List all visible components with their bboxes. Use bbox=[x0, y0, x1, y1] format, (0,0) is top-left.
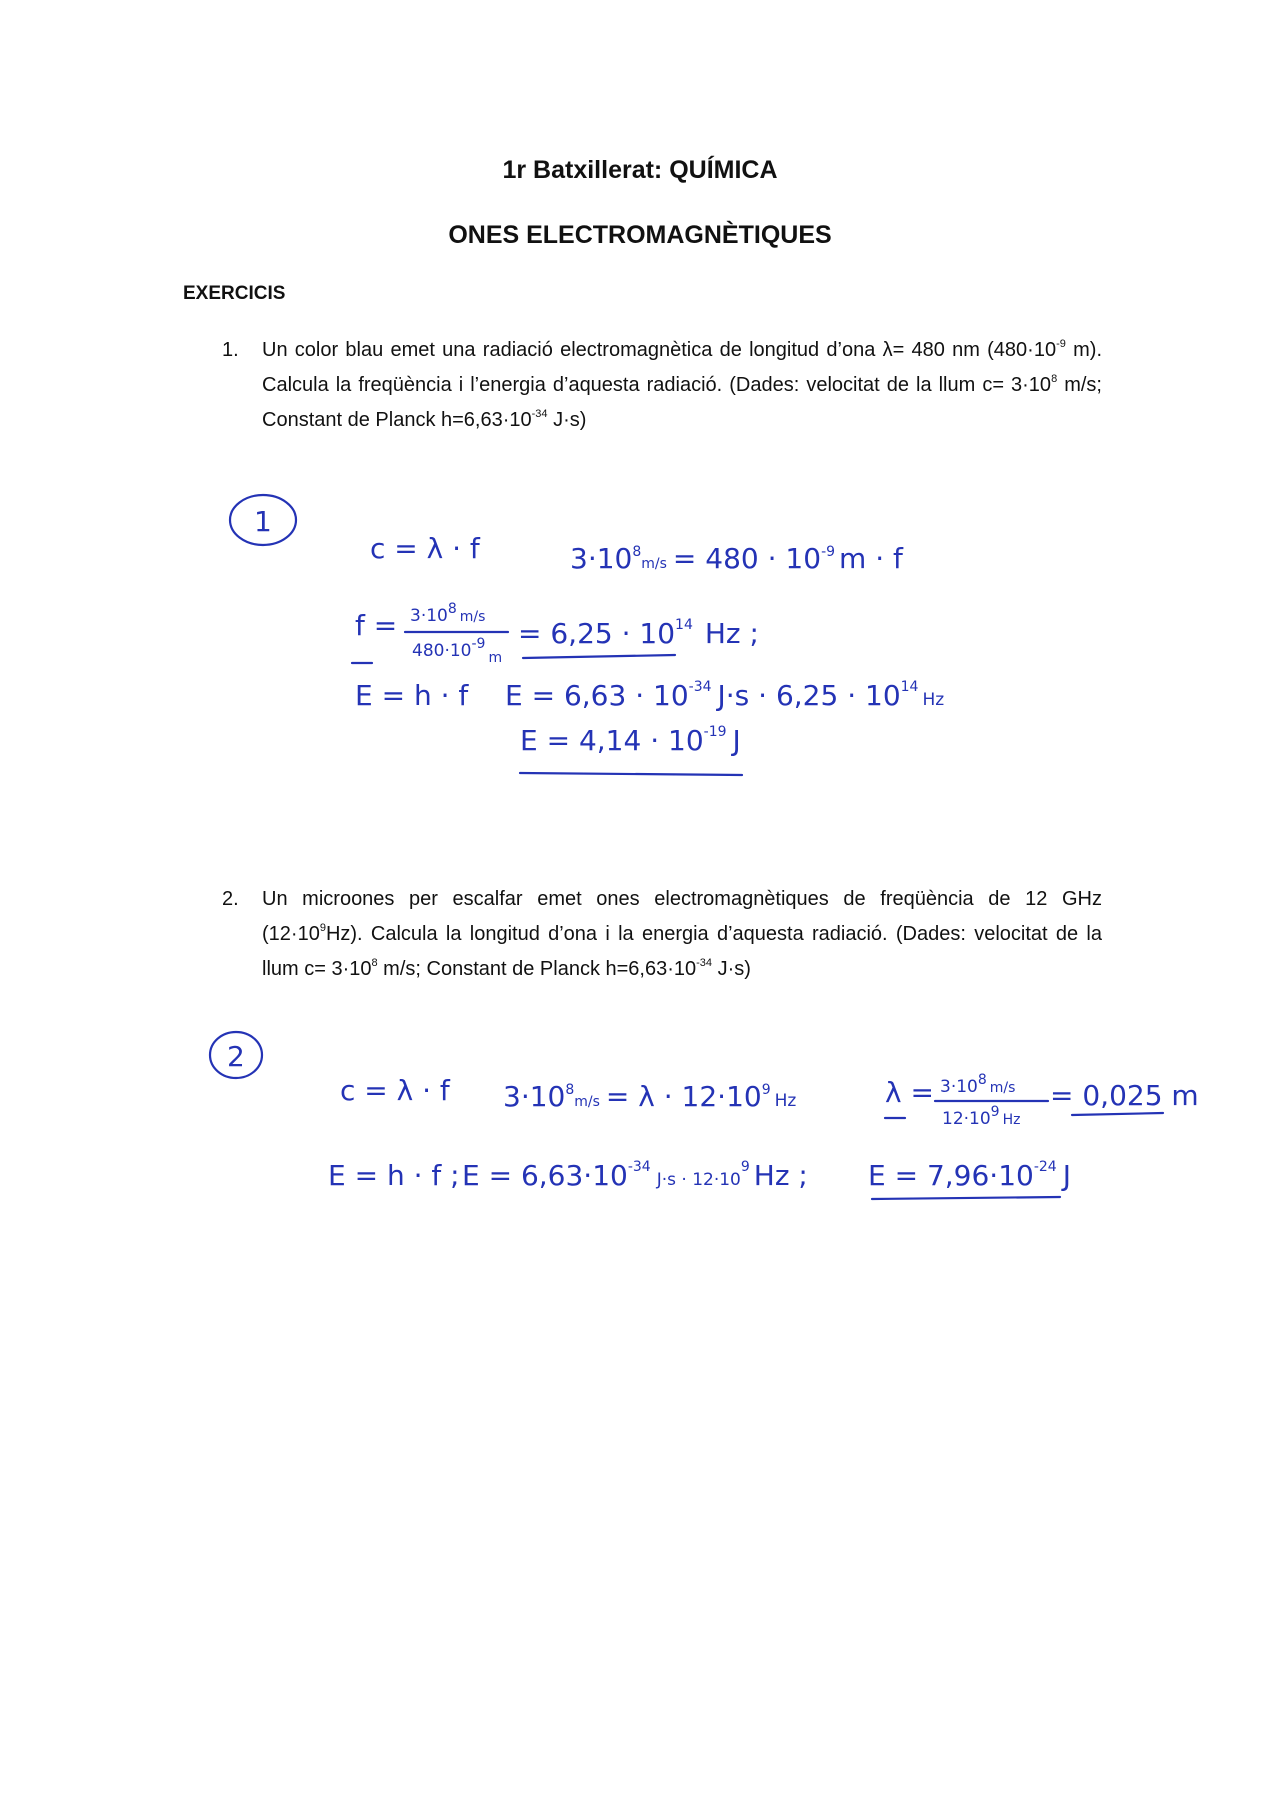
solution-badge: 1 bbox=[254, 505, 272, 538]
exercise-number: 2. bbox=[222, 888, 239, 910]
solution-2 bbox=[210, 1032, 1199, 1199]
result-underline bbox=[523, 655, 675, 658]
fraction-denominator: $12\cdot 10^9$ $_{Hz}$ bbox=[942, 1104, 1021, 1129]
substitution-line: $3\cdot 10^8_{m/s} = 480 \cdot 10^{-9}$ m · f bbox=[570, 542, 903, 575]
energy-result: $E = 4,14 \cdot 10^{-19}$ J bbox=[520, 724, 741, 757]
exercise-statement: Un color blau emet una radiació electromagnètica de longitud d’ona λ= 480 nm ($480\cdot 10^{-9}$ m). Calcula la freqüència i l’energia d’aquesta radiació. (Dades: velocitat de la llum $c= 3\cdot 10^8$ m/s; Constant de Planck $h=6,63\cdot 10^{-34}$ J·s) bbox=[262, 338, 1102, 431]
result-underline bbox=[1072, 1113, 1163, 1115]
energy-formula: E = h · f ; bbox=[328, 1159, 460, 1192]
exercise-number: 1. bbox=[222, 339, 239, 361]
wavelength-result: = 0,025 m bbox=[1050, 1079, 1199, 1112]
energy-formula: E = h · f bbox=[355, 679, 469, 712]
exercise-statement: Un microones per escalfar emet ones electromagnètiques de freqüència de 12 GHz $(12\cdot 10^9Hz)$. Calcula la longitud d’ona i la energia d’aquesta radiació. (Dades: velocitat de la llum $c= 3\cdot 10^8$ m/s; Constant de Planck $h=6,63\cdot 10^{-34}$ J·s) bbox=[262, 888, 1102, 980]
topic-title: ONES ELECTROMAGNÈTIQUES bbox=[448, 221, 832, 249]
solution-1 bbox=[230, 495, 944, 775]
frequency-result: = $6,25 \cdot 10^{14}$ Hz ; bbox=[518, 617, 759, 650]
fraction-numerator: $3\cdot 10^8$ $_{m/s}$ bbox=[410, 601, 486, 626]
energy-substitution: $E = 6,63\cdot 10^{-34}_{J\cdot s \cdot 12\cdot 10}^9$ Hz ; bbox=[462, 1159, 808, 1192]
fraction-denominator: $480\cdot 10^{-9}_m$ bbox=[412, 636, 503, 666]
course-title: 1r Batxillerat: QUÍMICA bbox=[502, 156, 778, 184]
energy-result: $E = 7,96\cdot 10^{-24}$ J bbox=[868, 1159, 1071, 1192]
frequency-lhs: f = bbox=[355, 609, 398, 642]
energy-substitution: $E = 6,63 \cdot 10^{-34}$ $J\cdot s \cdot 6,25 \cdot 10^{14}_{Hz}$ bbox=[505, 679, 945, 712]
solution-badge: 2 bbox=[227, 1040, 245, 1073]
formula-wave-speed: c = λ · f bbox=[370, 532, 480, 565]
formula-wave-speed: c = λ · f bbox=[340, 1074, 450, 1107]
substitution-line: $3\cdot 10^8_{m/s} = \lambda \cdot 12\cdot 10^9_{Hz}$ bbox=[503, 1080, 797, 1113]
wavelength-lhs: λ = bbox=[885, 1076, 934, 1109]
fraction-numerator: $3\cdot 10^8$ $_{m/s}$ bbox=[940, 1072, 1016, 1097]
result-underline bbox=[872, 1197, 1060, 1199]
result-underline bbox=[520, 773, 742, 775]
section-heading: EXERCICIS bbox=[183, 283, 286, 304]
